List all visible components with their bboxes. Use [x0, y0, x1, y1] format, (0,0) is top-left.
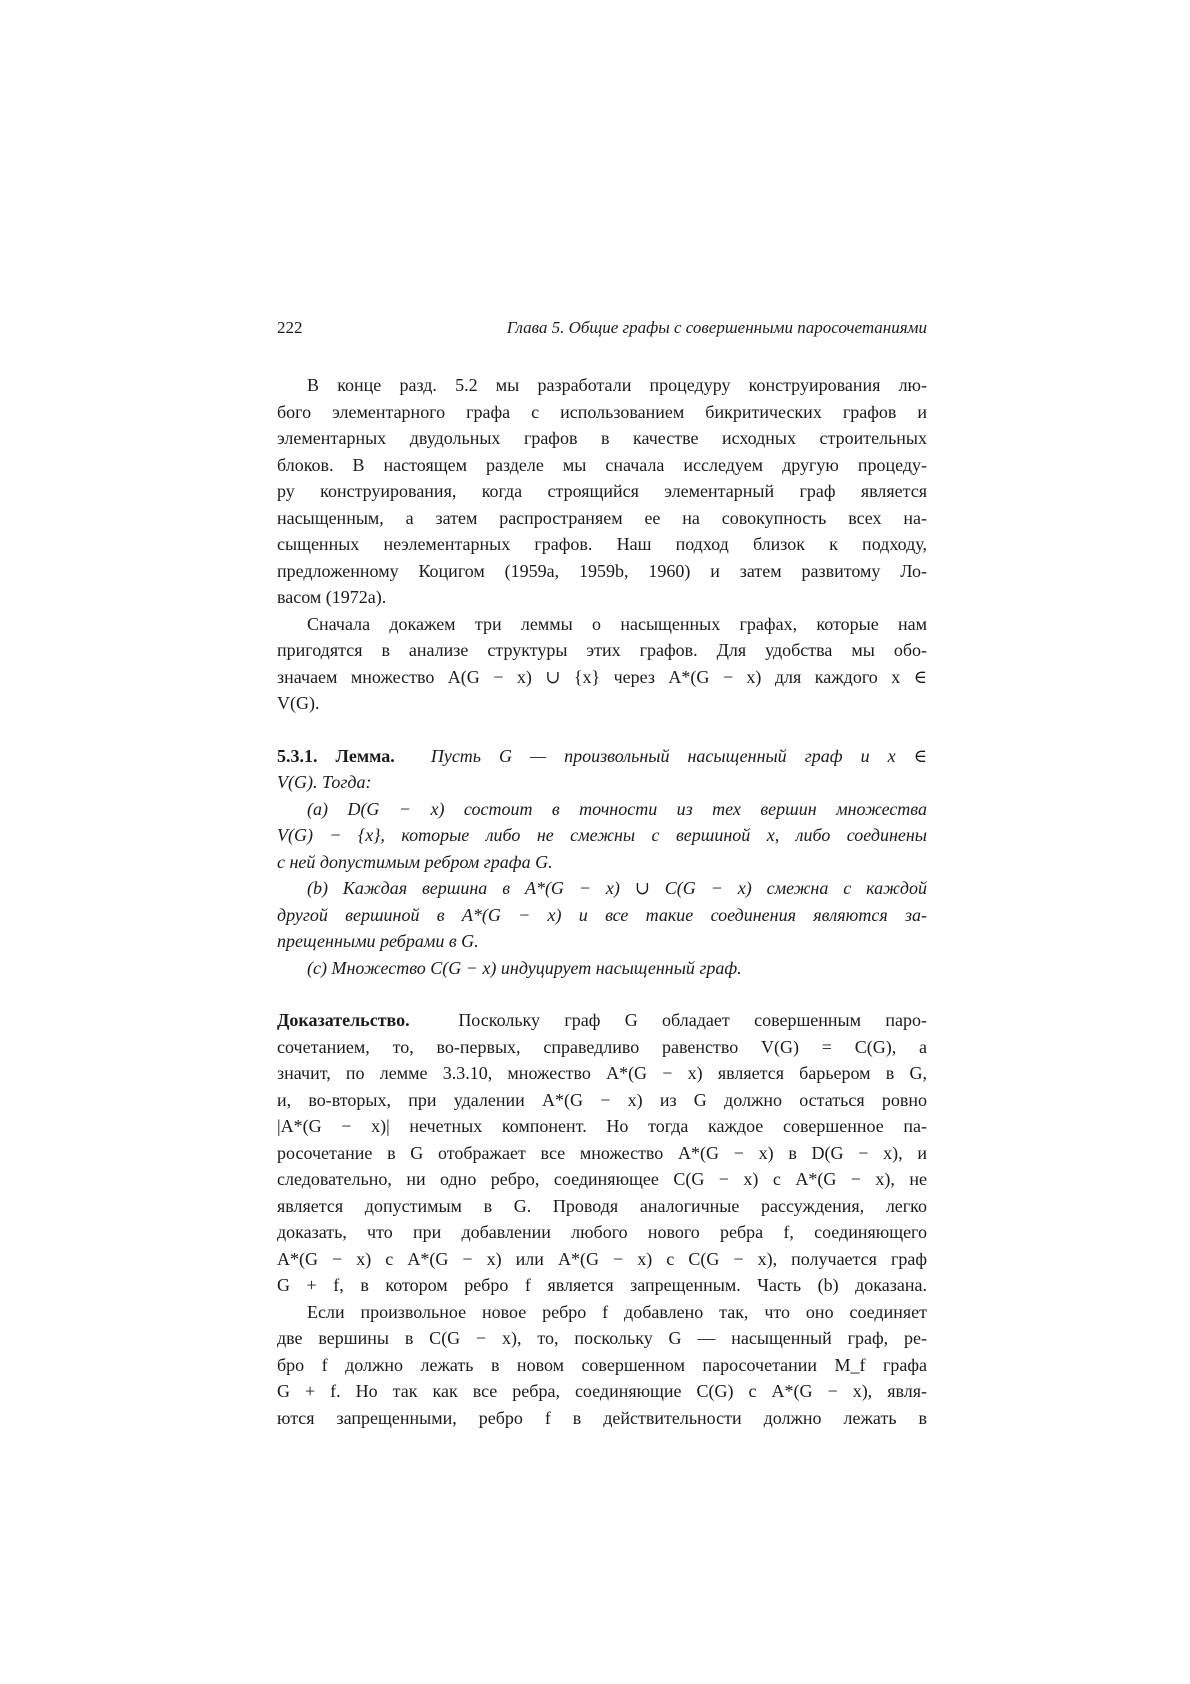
text-line: бро f должно лежать в новом совершенном паросочетании M_f графа [277, 1354, 927, 1375]
text-line: G + f, в котором ребро f является запрещенным. Часть (b) доказана. [277, 1275, 927, 1295]
proof-label: Доказательство. [277, 1010, 410, 1030]
text-line: сыщенных неэлементарных графов. Наш подход близок к подходу, [277, 534, 927, 554]
text-line: и, во-вторых, при удалении A*(G − x) из G должно остаться ровно [277, 1089, 927, 1110]
text-line: V(G) − {x}, которые либо не смежны с вершиной x, либо соединены [277, 825, 927, 845]
book-page [277, 318, 927, 1431]
text-line: насыщенным, а затем распространяем ее на совокупность всех на- [277, 507, 927, 528]
text-line: В конце разд. 5.2 мы разработали процедуру конструирования лю- [307, 375, 927, 395]
text-line: является допустимым в G. Проводя аналогичные рассуждения, легко [277, 1195, 927, 1216]
lemma-text: Пусть G — произвольный насыщенный граф и x ∈ [430, 745, 927, 766]
text-line: G + f. Но так как все ребра, соединяющие C(G) с A*(G − x), явля- [277, 1381, 927, 1401]
text-line: элементарных двудольных графов в качестве исходных строительных [277, 428, 927, 448]
text-line: V(G). Тогда: [277, 772, 372, 792]
text-line: ются запрещенными, ребро f в действительности должно лежать в [277, 1407, 927, 1428]
text-line: (c) Множество C(G − x) индуцирует насыщенный граф. [307, 957, 742, 978]
text-line: (a) D(G − x) состоит в точности из тех вершин множества [307, 798, 927, 819]
text-line: V(G). [277, 693, 320, 713]
running-head: Глава 5. Общие графы с совершенными паросочетаниями [506, 318, 927, 337]
lemma-block [277, 743, 927, 982]
text-line: пригодятся в анализе структуры этих графов. Для удобства мы обо- [277, 640, 927, 660]
text-line: блоков. В настоящем разделе мы сначала исследуем другую процеду- [277, 454, 927, 475]
text-line: прещенными ребрами в G. [277, 931, 479, 951]
text-line: |A*(G − x)| нечетных компонент. Но тогда каждое совершенное па- [277, 1116, 927, 1136]
text-line: значаем множество A(G − x) ∪ {x} через A*(G − x) для каждого x ∈ [277, 666, 927, 687]
text-line: предложенному Коцигом (1959a, 1959b, 1960) и затем развитому Ло- [277, 560, 927, 581]
proof-text: Поскольку граф G обладает совершенным паро- [458, 1010, 927, 1030]
spacer [277, 981, 927, 1007]
paragraph-notation [277, 611, 927, 717]
text-line: с ней допустимым ребром графа G. [277, 851, 553, 872]
text-line: ру конструирования, когда строящийся элементарный граф является [277, 481, 927, 501]
text-line: доказать, что при добавлении любого нового ребра f, соединяющего [277, 1222, 927, 1242]
body-text [277, 372, 927, 1431]
text-line: Если произвольное новое ребро f добавлено так, что оно соединяет [307, 1301, 927, 1322]
text-line: следовательно, ни одно ребро, соединяющее C(G − x) с A*(G − x), не [277, 1169, 927, 1189]
text-line: значит, по лемме 3.3.10, множество A*(G − x) является барьером в G, [277, 1063, 927, 1083]
text-line: Сначала докажем три леммы о насыщенных графах, которые нам [307, 613, 927, 634]
text-line [277, 743, 927, 770]
text-line: другой вершиной в A*(G − x) и все такие соединения являются за- [277, 904, 927, 925]
page-number: 222 [277, 318, 303, 337]
text-line: A*(G − x) с A*(G − x) или A*(G − x) с C(G − x), получается граф [277, 1248, 927, 1269]
page-header [277, 318, 927, 344]
text-line: росочетание в G отображает все множество A*(G − x) в D(G − x), и [277, 1142, 927, 1163]
spacer [277, 717, 927, 743]
text-line: бого элементарного графа с использованием бикритических графов и [277, 401, 927, 422]
text-line: две вершины в C(G − x), то, поскольку G — насыщенный граф, ре- [277, 1328, 927, 1348]
text-line [277, 1007, 927, 1034]
paragraph-intro [277, 372, 927, 611]
text-line: сочетанием, то, во-первых, справедливо равенство V(G) = C(G), а [277, 1036, 927, 1057]
text-line: (b) Каждая вершина в A*(G − x) ∪ C(G − x) смежна с каждой [307, 878, 927, 898]
text-line: васом (1972a). [277, 587, 387, 607]
lemma-label: 5.3.1. Лемма. [277, 745, 395, 766]
proof-block [277, 1007, 927, 1431]
